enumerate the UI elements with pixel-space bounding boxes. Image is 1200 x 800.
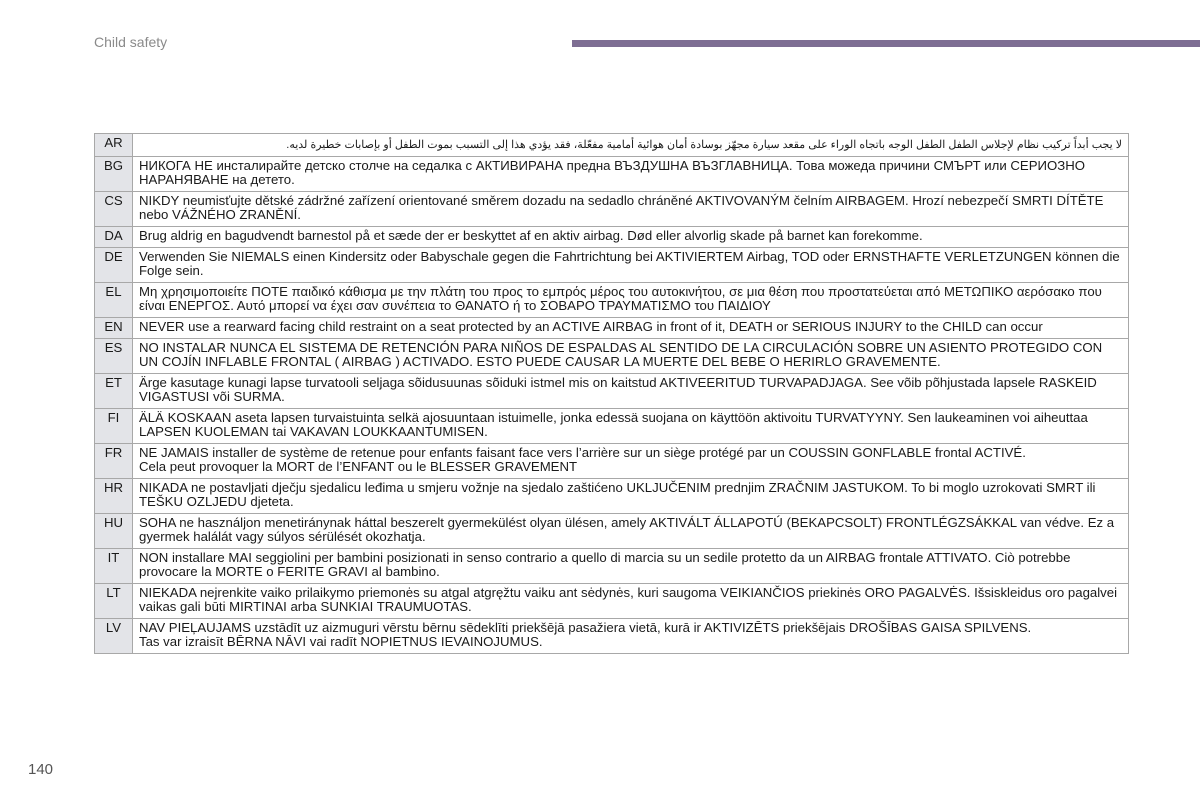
language-code: CS (95, 192, 133, 227)
warning-row-hu (95, 514, 1129, 549)
warning-row-bg (95, 157, 1129, 192)
warning-text: NIKDY neumisťujte dětské zádržné zařízení orientované směrem dozadu na sedadlo chráněné AKTIVOVANÝM čelním AIRBAGEM. Hrozí nebezpečí SMRTI DÍTĚTE nebo VÁŽNÉHO ZRANĚNÍ. (133, 192, 1129, 227)
warning-text: ÄLÄ KOSKAAN aseta lapsen turvaistuinta selkä ajosuuntaan istuimelle, jonka edessä suojana on käyttöön aktivoitu TURVATYYNY. Sen laukeaminen voi aiheuttaa LAPSEN KUOLEMAN tai VAKAVAN LOUKKAANTUMISEN. (133, 409, 1129, 444)
warning-text: NEVER use a rearward facing child restraint on a seat protected by an ACTIVE AIRBAG in front of it, DEATH or SERIOUS INJURY to the CHILD can occur (133, 318, 1129, 339)
language-code: HU (95, 514, 133, 549)
warning-row-de (95, 248, 1129, 283)
warning-text: NE JAMAIS installer de système de retenue pour enfants faisant face vers l’arrière sur un siège protégé par un COUSSIN GONFLABLE frontal ACTIVÉ. Cela peut provoquer la MORT de l’ENFANT ou le BLESSER GRAVEMENT (133, 444, 1129, 479)
language-code: FI (95, 409, 133, 444)
warning-row-it (95, 549, 1129, 584)
warning-row-en (95, 318, 1129, 339)
warning-row-cs (95, 192, 1129, 227)
warning-row-ar (95, 134, 1129, 157)
warning-text: Ärge kasutage kunagi lapse turvatooli seljaga sõidusuunas sõiduki istmel mis on kaitstud AKTIVEERITUD TURVAPADJAGA. See võib põhjustada lapsele RASKEID VIGASTUSI või SURMA. (133, 374, 1129, 409)
language-code: LT (95, 584, 133, 619)
warning-row-fi (95, 409, 1129, 444)
warning-text: Μη χρησιμοποιείτε ΠΟΤΕ παιδικό κάθισμα με την πλάτη του προς το εμπρός μέρος του αυτοκινήτου, σε μια θέση που προστατεύεται από ΜΕΤΩΠΙΚΟ αερόσακο που είναι ΕΝΕΡΓΟΣ. Αυτό μπορεί να έχει σαν συνέπεια το ΘΑΝΑΤΟ ή το ΣΟΒΑΡΟ ΤΡΑΥΜΑΤΙΣΜΟ του ΠΑΙΔΙΟΥ (133, 283, 1129, 318)
warning-row-hr (95, 479, 1129, 514)
language-code: FR (95, 444, 133, 479)
warning-text: NAV PIEĻAUJAMS uzstādīt uz aizmuguri vērstu bērnu sēdeklīti priekšējā pasažiera vietā, kurā ir AKTIVIZĒTS priekšējais DROŠĪBAS GAISA SPILVENS. Tas var izraisīt BĒRNA NĀVI vai radīt NOPIETNUS IEVAINOJUMUS. (133, 619, 1129, 654)
warning-text: НИКОГА НЕ инсталирайте детско столче на седалка с АКТИВИРАНА предна ВЪЗДУШНА ВЪЗГЛАВНИЦА. Това можеда причини СМЪРТ или СЕРИОЗНО НАРАНЯВАНЕ на детето. (133, 157, 1129, 192)
language-code: IT (95, 549, 133, 584)
warning-text: NIEKADA nejrenkite vaiko prilaikymo priemonės su atgal atgręžtu vaiku ant sėdynės, kuri saugoma VEIKIANČIOS priekinės ORO PAGALVĖS. Išsiskleidus oro pagalvei vaikas gali būti MIRTINAI arba SUNKIAI TRAUMUOTAS. (133, 584, 1129, 619)
language-code: DE (95, 248, 133, 283)
language-code: EN (95, 318, 133, 339)
page-number: 140 (28, 761, 54, 778)
warning-row-lt (95, 584, 1129, 619)
language-code: HR (95, 479, 133, 514)
warning-text: NIKADA ne postavljati dječju sjedalicu leđima u smjeru vožnje na sjedalo zaštićeno UKLJUČENIM prednjim ZRAČNIM JASTUKOM. To bi moglo uzrokovati SMRT ili TEŠKU OZLJEDU djeteta. (133, 479, 1129, 514)
language-code: AR (95, 134, 133, 157)
warning-table-body (95, 134, 1129, 654)
language-code: EL (95, 283, 133, 318)
warning-row-et (95, 374, 1129, 409)
warning-text: Brug aldrig en bagudvendt barnestol på et sæde der er beskyttet af en aktiv airbag. Død eller alvorlig skade på barnet kan forekomme. (133, 227, 1129, 248)
language-code: DA (95, 227, 133, 248)
warning-row-el (95, 283, 1129, 318)
language-code: BG (95, 157, 133, 192)
warning-text: SOHA ne használjon menetiránynak háttal beszerelt gyermekülést olyan ülésen, amely AKTIVÁLT ÁLLAPOTÚ (BEKAPCSOLT) FRONTLÉGZSÁKKAL van védve. Ez a gyermek halálát vagy súlyos sérülését okozhatja. (133, 514, 1129, 549)
warning-row-es (95, 339, 1129, 374)
warning-row-fr (95, 444, 1129, 479)
language-code: ET (95, 374, 133, 409)
warning-text: لا يجب أبداً تركيب نظام لإجلاس الطفل الطفل الوجه باتجاه الوراء على مقعد سيارة مجهّز بوسادة أمان هوائية أمامية مفعّلة، فقد يؤدي هذا إلى التسبب بموت الطفل أو بإصابات خطيرة لديه. (133, 134, 1129, 157)
warning-text: NO INSTALAR NUNCA EL SISTEMA DE RETENCIÓN PARA NIÑOS DE ESPALDAS AL SENTIDO DE LA CIRCULACIÓN SOBRE UN ASIENTO PROTEGIDO CON UN COJÍN INFLABLE FRONTAL ( AIRBAG ) ACTIVADO. ESTO PUEDE CAUSAR LA MUERTE DEL BEBE O HERIRLO GRAVEMENTE. (133, 339, 1129, 374)
header-accent-bar (572, 40, 1200, 47)
page-section-title: Child safety (94, 34, 168, 50)
airbag-warning-table (94, 133, 1129, 654)
language-code: ES (95, 339, 133, 374)
warning-row-lv (95, 619, 1129, 654)
warning-text: Verwenden Sie NIEMALS einen Kindersitz oder Babyschale gegen die Fahrtrichtung bei AKTIVIERTEM Airbag, TOD oder ERNSTHAFTE VERLETZUNGEN können die Folge sein. (133, 248, 1129, 283)
warning-text: NON installare MAI seggiolini per bambini posizionati in senso contrario a quello di marcia su un sedile protetto da un AIRBAG frontale ATTIVATO. Ciò potrebbe provocare la MORTE o FERITE GRAVI al bambino. (133, 549, 1129, 584)
language-code: LV (95, 619, 133, 654)
warning-row-da (95, 227, 1129, 248)
